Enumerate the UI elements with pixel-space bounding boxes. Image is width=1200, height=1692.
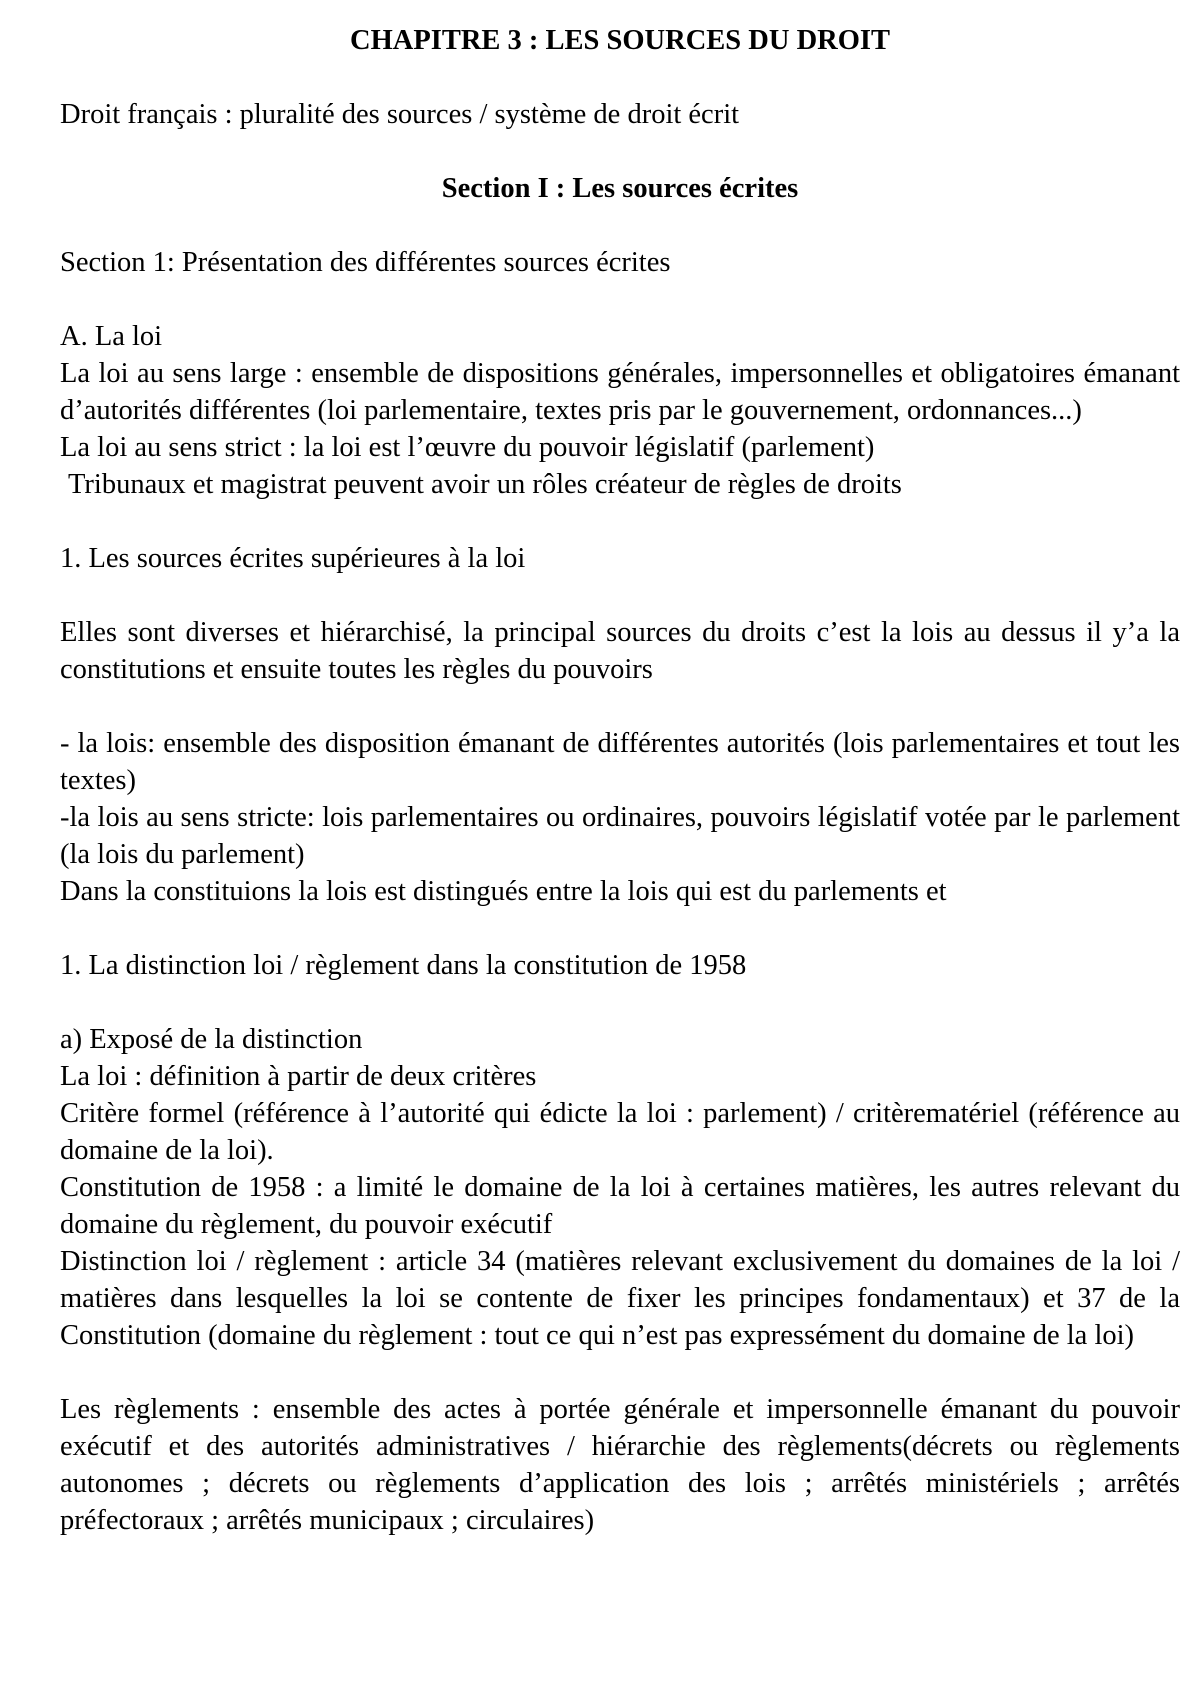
spacer: [60, 133, 1180, 170]
spacer: [60, 688, 1180, 725]
spacer: [60, 577, 1180, 614]
subsection-heading: Section 1: Présentation des différentes sources écrites: [60, 247, 671, 278]
paragraph-critere-formel: Critère formel (référence à l’autorité qui édicte la loi : parlement) / critèrematériel (référence au domaine de la loi).: [60, 1098, 1180, 1166]
document-page: [60, 22, 1180, 1539]
paragraph-loi-sens-strict: La loi au sens strict : la loi est l’œuvre du pouvoir législatif (parlement): [60, 432, 875, 463]
section-heading: Section I : Les sources écrites: [441, 173, 799, 204]
paragraph-definition: La loi : définition à partir de deux critères: [60, 1061, 537, 1092]
spacer: [60, 503, 1180, 540]
bullet-lois: - la lois: ensemble des disposition émanant de différentes autorités (lois parlementaires et tout les textes): [60, 728, 1180, 796]
part-a-heading: A. La loi: [60, 321, 163, 352]
paragraph-distinction-articles: Distinction loi / règlement : article 34 (matières relevant exclusivement du domaines de la loi / matières dans lesquelles la loi se contente de fixer les principes fondamentaux) et 37 de la Constitution (domaine du règlement : tout ce qui n’est pas expressément du domaine de la loi): [60, 1246, 1180, 1351]
paragraph-constitution: Dans la constituions la lois est distingués entre la lois qui est du parlements et: [60, 876, 947, 907]
chapter-title: CHAPITRE 3 : LES SOURCES DU DROIT: [349, 25, 890, 56]
paragraph-constitution-1958: Constitution de 1958 : a limité le domaine de la loi à certaines matières, les autres relevant du domaine du règlement, du pouvoir exécutif: [60, 1172, 1180, 1240]
spacer: [60, 910, 1180, 947]
spacer: [60, 59, 1180, 96]
paragraph-reglements: Les règlements : ensemble des actes à portée générale et impersonnelle émanant du pouvoir exécutif et des autorités administratives / hiérarchie des règlements(décrets ou règlements autonomes ; décrets ou règlements d’application des lois ; arrêtés ministériels ; arrêtés préfectoraux ; arrêtés municipaux ; circulaires): [60, 1394, 1180, 1536]
bullet-lois-stricte: -la lois au sens stricte: lois parlementaires ou ordinaires, pouvoirs législatif votée par le parlement (la lois du parlement): [60, 802, 1180, 870]
spacer: [60, 281, 1180, 318]
paragraph-loi-sens-large: La loi au sens large : ensemble de dispositions générales, impersonnelles et obligatoires émanant d’autorités différentes (loi parlementaire, textes pris par le gouvernement, ordonnances...): [60, 358, 1180, 426]
paragraph-tribunaux: Tribunaux et magistrat peuvent avoir un rôles créateur de règles de droits: [68, 469, 902, 500]
sources-superieures-heading: 1. Les sources écrites supérieures à la loi: [60, 543, 526, 574]
distinction-heading: 1. La distinction loi / règlement dans la constitution de 1958: [60, 950, 747, 981]
spacer: [60, 984, 1180, 1021]
expose-heading: a) Exposé de la distinction: [60, 1024, 363, 1055]
spacer: [60, 207, 1180, 244]
spacer: [60, 1354, 1180, 1391]
intro-line: Droit français : pluralité des sources / système de droit écrit: [60, 99, 740, 130]
paragraph-sources-superieures: Elles sont diverses et hiérarchisé, la principal sources du droits c’est la lois au dessus il y’a la constitutions et ensuite toutes les règles du pouvoirs: [60, 617, 1180, 685]
